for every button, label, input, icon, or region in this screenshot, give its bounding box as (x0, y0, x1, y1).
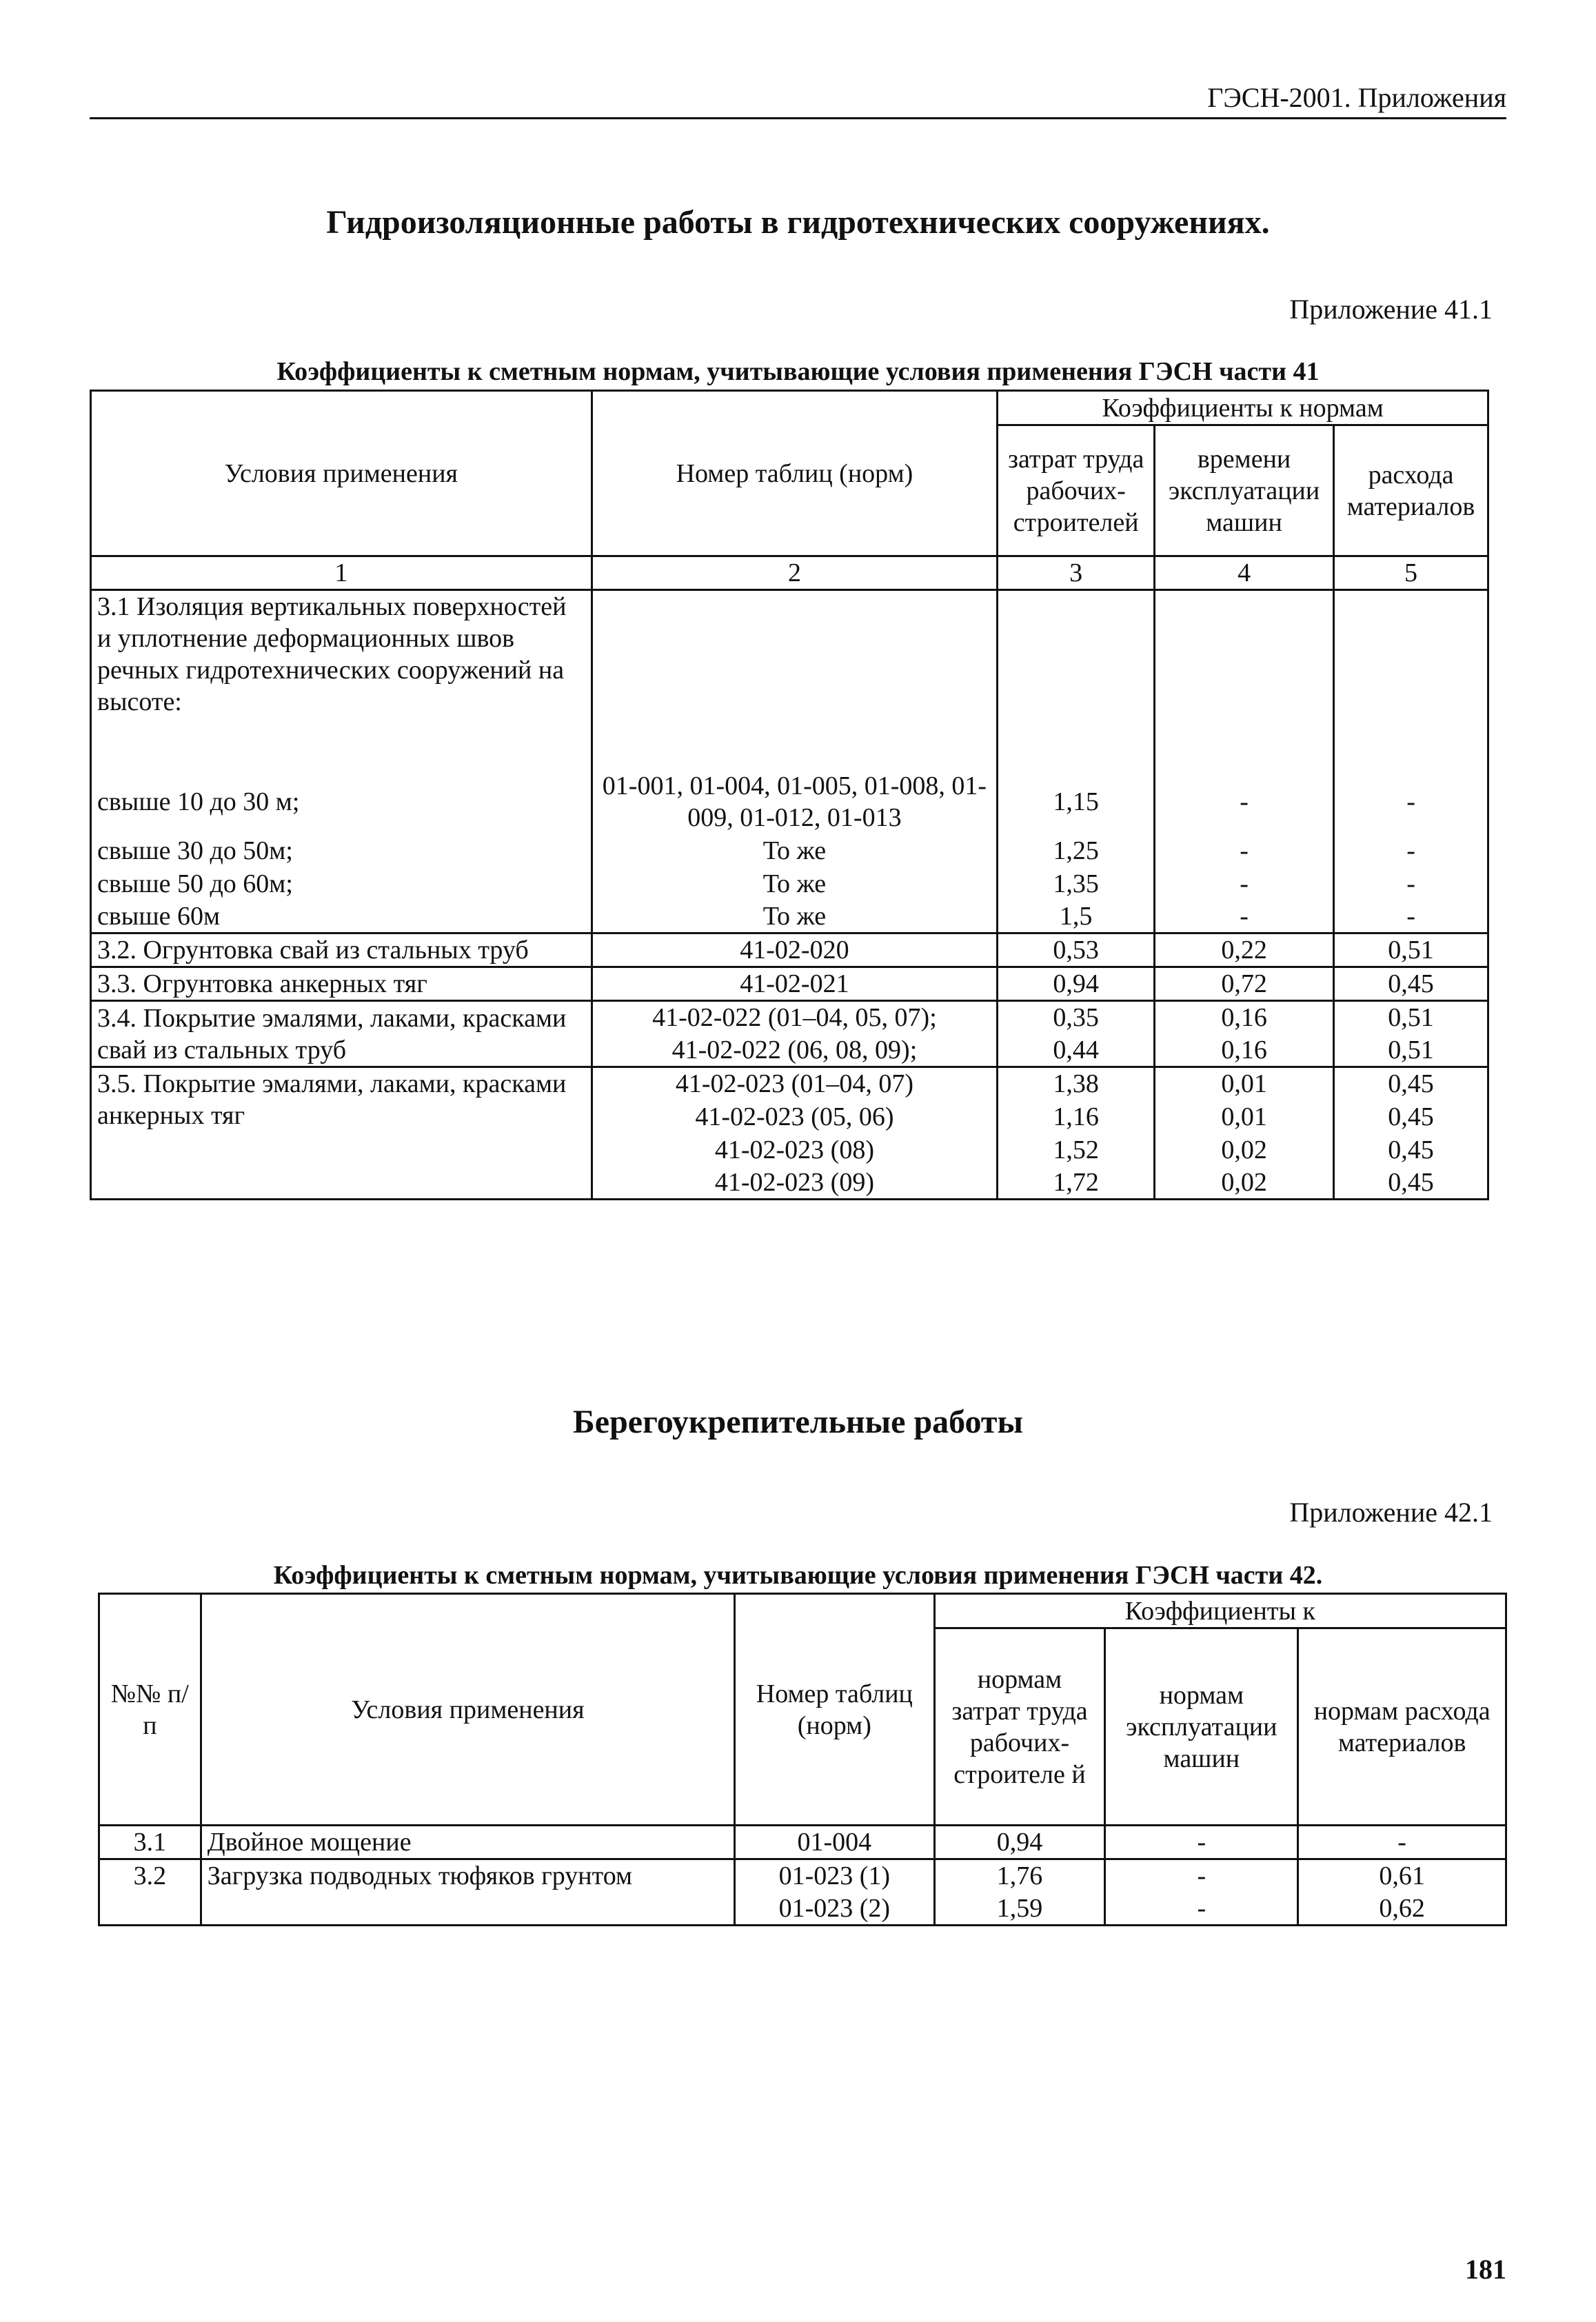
row-num: 3.2 (99, 1859, 201, 1926)
row-table-no: 41-02-023 (01–04, 07) (592, 1067, 998, 1100)
row-labor: 1,15 (998, 769, 1155, 834)
row-table-no: 41-02-021 (592, 967, 998, 1001)
th-coef-group: Коэффициенты к (934, 1594, 1506, 1628)
row-machines: 0,02 (1155, 1167, 1334, 1200)
row-materials: 0,45 (1334, 1167, 1488, 1200)
row-materials: - (1298, 1826, 1506, 1859)
th-table-no: Номер таблиц (норм) (735, 1594, 935, 1826)
th-table-no: Номер таблиц (норм) (592, 391, 998, 556)
row-condition: Загрузка подводных тюфяков грунтом (201, 1859, 734, 1926)
row-table-no: 01-001, 01-004, 01-005, 01-008, 01-009, 01-012, 01-013 (592, 769, 998, 834)
row-condition: 3.1 Изоляция вертикальных поверхностей и уплотнение деформационных швов речных гидротехнических сооружений на высоте: (91, 590, 592, 769)
row-table-no: 41-02-022 (06, 08, 09); (592, 1034, 998, 1067)
row-condition: 3.2. Огрунтовка свай из стальных труб (91, 933, 592, 967)
row-materials: 0,61 (1298, 1859, 1506, 1892)
row-condition: Двойное мощение (201, 1826, 734, 1859)
row-table-no: 41-02-023 (05, 06) (592, 1100, 998, 1133)
section2-title: Берегоукрепительные работы (573, 1404, 1023, 1440)
row-materials: 0,45 (1334, 1133, 1488, 1167)
row-machines: - (1155, 867, 1334, 900)
running-title: ГЭСН-2001. Приложения (1207, 82, 1506, 113)
table-42 (98, 1593, 1507, 1926)
row-num: 3.1 (99, 1826, 201, 1859)
row-materials: - (1334, 834, 1488, 867)
row-machines: 0,01 (1155, 1100, 1334, 1133)
row-table-no: 41-02-023 (09) (592, 1167, 998, 1200)
row-machines: - (1105, 1892, 1298, 1926)
section1-appendix: Приложение 41.1 (1289, 294, 1493, 325)
row-labor: 1,59 (934, 1892, 1105, 1926)
col-number: 4 (1155, 556, 1334, 590)
row-labor: 1,72 (998, 1167, 1155, 1200)
row-machines: 0,22 (1155, 933, 1334, 967)
row-machines: 0,72 (1155, 967, 1334, 1001)
row-labor: 0,35 (998, 1001, 1155, 1034)
row-labor: 1,52 (998, 1133, 1155, 1167)
header-rule (90, 117, 1506, 119)
row-table-no: 41-02-020 (592, 933, 998, 967)
row-materials: 0,45 (1334, 967, 1488, 1001)
row-labor: 1,38 (998, 1067, 1155, 1100)
row-condition: свыше 30 до 50м; (91, 834, 592, 867)
row-table-no: 41-02-022 (01–04, 05, 07); (592, 1001, 998, 1034)
th-conditions: Условия применения (91, 391, 592, 556)
th-coef-group: Коэффициенты к нормам (998, 391, 1488, 425)
row-materials: 0,51 (1334, 1001, 1488, 1034)
section1-caption: Коэффициенты к сметным нормам, учитывающие условия применения ГЭСН части 41 (276, 357, 1320, 386)
row-table-no: 01-023 (1) (735, 1859, 935, 1892)
th-conditions: Условия применения (201, 1594, 734, 1826)
row-materials: 0,45 (1334, 1100, 1488, 1133)
row-labor: 0,53 (998, 933, 1155, 967)
th-labor: нормам затрат труда рабочих-строителе й (934, 1628, 1105, 1826)
table-41 (90, 390, 1489, 1200)
row-table-no: 01-023 (2) (735, 1892, 935, 1926)
th-materials: нормам расхода материалов (1298, 1628, 1506, 1826)
th-machines: нормам эксплуатации машин (1105, 1628, 1298, 1826)
col-number: 2 (592, 556, 998, 590)
row-condition: 3.5. Покрытие эмалями, лаками, красками анкерных тяг (91, 1067, 592, 1200)
section2-appendix: Приложение 42.1 (1289, 1497, 1493, 1528)
col-number: 1 (91, 556, 592, 590)
row-labor: 1,16 (998, 1100, 1155, 1133)
row-machines: - (1155, 834, 1334, 867)
page-number: 181 (1465, 2254, 1506, 2285)
row-labor: 0,94 (998, 967, 1155, 1001)
row-condition: свыше 50 до 60м; (91, 867, 592, 900)
row-materials: 0,45 (1334, 1067, 1488, 1100)
row-materials: - (1334, 900, 1488, 933)
row-machines: - (1155, 769, 1334, 834)
row-machines: - (1105, 1826, 1298, 1859)
row-condition: 3.4. Покрытие эмалями, лаками, красками свай из стальных труб (91, 1001, 592, 1067)
row-machines: - (1155, 900, 1334, 933)
row-materials: - (1334, 769, 1488, 834)
section1-title: Гидроизоляционные работы в гидротехнических сооружениях. (326, 204, 1270, 241)
row-labor: 1,76 (934, 1859, 1105, 1892)
row-table-no: То же (592, 900, 998, 933)
row-labor: 0,94 (934, 1826, 1105, 1859)
row-table-no: То же (592, 834, 998, 867)
row-labor: 1,35 (998, 867, 1155, 900)
row-materials: 0,51 (1334, 1034, 1488, 1067)
row-materials: 0,51 (1334, 933, 1488, 967)
row-labor: 0,44 (998, 1034, 1155, 1067)
row-materials: - (1334, 867, 1488, 900)
row-machines: 0,16 (1155, 1001, 1334, 1034)
row-machines: 0,16 (1155, 1034, 1334, 1067)
row-materials: 0,62 (1298, 1892, 1506, 1926)
row-condition: свыше 10 до 30 м; (91, 769, 592, 834)
row-machines: 0,02 (1155, 1133, 1334, 1167)
row-machines: 0,01 (1155, 1067, 1334, 1100)
row-labor: 1,25 (998, 834, 1155, 867)
row-condition: свыше 60м (91, 900, 592, 933)
th-num: №№ п/п (99, 1594, 201, 1826)
section2-caption: Коэффициенты к сметным нормам, учитывающие условия применения ГЭСН части 42. (273, 1561, 1323, 1590)
row-table-no: 01-004 (735, 1826, 935, 1859)
row-condition: 3.3. Огрунтовка анкерных тяг (91, 967, 592, 1001)
row-table-no: То же (592, 867, 998, 900)
col-number: 3 (998, 556, 1155, 590)
row-labor: 1,5 (998, 900, 1155, 933)
col-number: 5 (1334, 556, 1488, 590)
th-materials: расхода материалов (1334, 425, 1488, 556)
th-machines: времени эксплуатации машин (1155, 425, 1334, 556)
row-machines: - (1105, 1859, 1298, 1892)
th-labor: затрат труда рабочих-строителей (998, 425, 1155, 556)
row-table-no: 41-02-023 (08) (592, 1133, 998, 1167)
